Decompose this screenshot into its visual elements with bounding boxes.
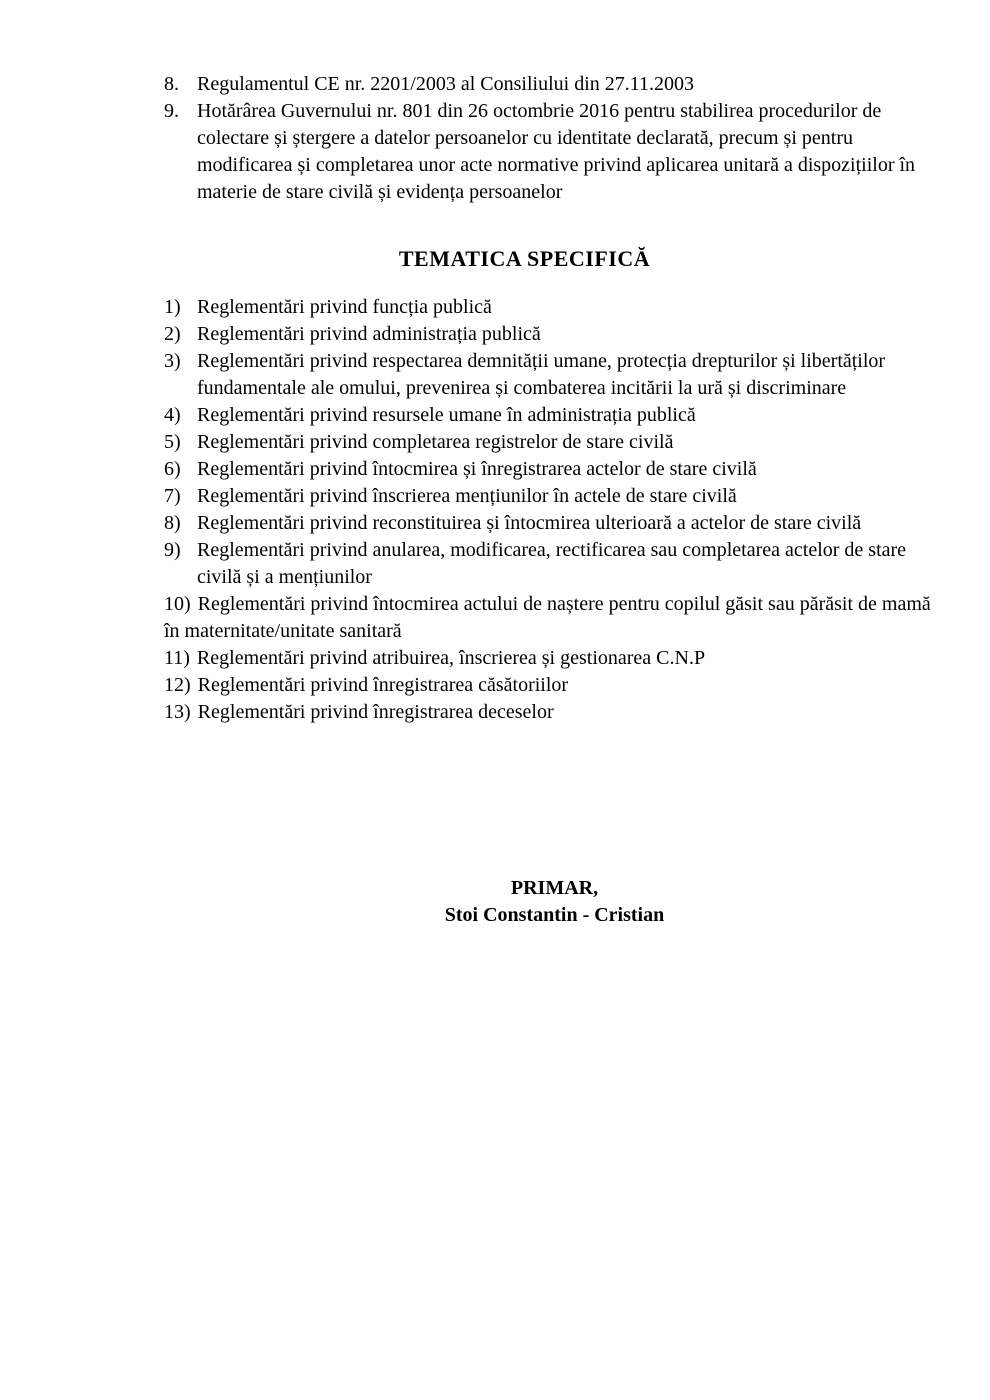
list-item bbox=[164, 510, 945, 537]
list-item-text: Reglementări privind reconstituirea și întocmirea ulterioară a actelor de stare civilă bbox=[197, 512, 862, 534]
list-item bbox=[164, 294, 945, 321]
list-item-number: 9. bbox=[164, 100, 179, 122]
list-item-number: 9) bbox=[164, 539, 181, 561]
list-item-text: Reglementări privind atribuirea, înscrierea și gestionarea C.N.P bbox=[196, 647, 706, 669]
list-item-number: 10) bbox=[164, 593, 191, 615]
list-item-number: 5) bbox=[164, 431, 181, 453]
list-item bbox=[164, 591, 950, 645]
list-item-text: Reglementări privind întocmirea actului de naștere pentru copilul găsit sau părăsit de mamă în maternitate/unitate sanitară bbox=[164, 593, 931, 642]
list-item-text: Regulamentul CE nr. 2201/2003 al Consiliului din 27.11.2003 bbox=[197, 73, 695, 95]
list-item bbox=[164, 321, 945, 348]
list-item-text: Reglementări privind înscrierea mențiunilor în actele de stare civilă bbox=[197, 485, 737, 507]
list-item bbox=[164, 429, 945, 456]
list-item-text: Reglementări privind completarea registrelor de stare civilă bbox=[197, 431, 674, 453]
signature-name: Stoi Constantin - Cristian bbox=[444, 904, 665, 926]
list-item-number: 6) bbox=[164, 458, 181, 480]
list-item bbox=[164, 456, 945, 483]
list-item-text: Reglementări privind întocmirea și înregistrarea actelor de stare civilă bbox=[197, 458, 757, 480]
specific-topics-list bbox=[164, 294, 945, 591]
list-item-number: 8) bbox=[164, 512, 181, 534]
section-title: TEMATICA SPECIFICĂ bbox=[398, 246, 651, 271]
list-item-number: 3) bbox=[164, 350, 181, 372]
list-item bbox=[164, 537, 945, 591]
list-item bbox=[164, 483, 945, 510]
general-regulations-list bbox=[164, 71, 945, 206]
list-item-text: Reglementări privind înregistrarea căsătoriilor bbox=[197, 674, 569, 696]
list-item-text: Reglementări privind anularea, modificarea, rectificarea sau completarea actelor de stare civilă și a mențiunilor bbox=[197, 539, 907, 588]
list-item-text: Reglementări privind resursele umane în administrația publică bbox=[197, 404, 696, 426]
list-item-text: Reglementări privind respectarea demnității umane, protecția drepturilor și libertăților fundamentale ale omului, prevenirea și combaterea incitării la ură și discriminare bbox=[197, 350, 886, 399]
list-item-number: 13) bbox=[164, 701, 191, 723]
list-item bbox=[164, 645, 950, 672]
list-item-number: 8. bbox=[164, 73, 179, 95]
list-item bbox=[164, 672, 950, 699]
list-item-number: 7) bbox=[164, 485, 181, 507]
list-item-text: Reglementări privind înregistrarea deceselor bbox=[197, 701, 554, 723]
list-item-number: 1) bbox=[164, 296, 181, 318]
signature-block bbox=[164, 875, 945, 929]
list-item-number: 2) bbox=[164, 323, 181, 345]
list-item-text: Reglementări privind administrația publică bbox=[197, 323, 541, 345]
list-item-number: 11) bbox=[164, 647, 190, 669]
list-item-number: 12) bbox=[164, 674, 191, 696]
list-item-text: Reglementări privind funcția publică bbox=[197, 296, 492, 318]
list-item bbox=[164, 98, 945, 206]
list-item-text: Hotărârea Guvernului nr. 801 din 26 octombrie 2016 pentru stabilirea procedurilor de colectare și ștergere a datelor persoanelor cu identitate declarată, precum și pentru modificarea și completarea unor acte normative privind aplicarea unitară a dispozițiilor în materie de stare civilă și evidența persoanelor bbox=[197, 100, 916, 203]
specific-topics-list-continued bbox=[164, 591, 950, 726]
signature-role: PRIMAR, bbox=[510, 877, 599, 899]
list-item bbox=[164, 699, 950, 726]
list-item bbox=[164, 348, 945, 402]
list-item-number: 4) bbox=[164, 404, 181, 426]
list-item bbox=[164, 71, 945, 98]
list-item bbox=[164, 402, 945, 429]
